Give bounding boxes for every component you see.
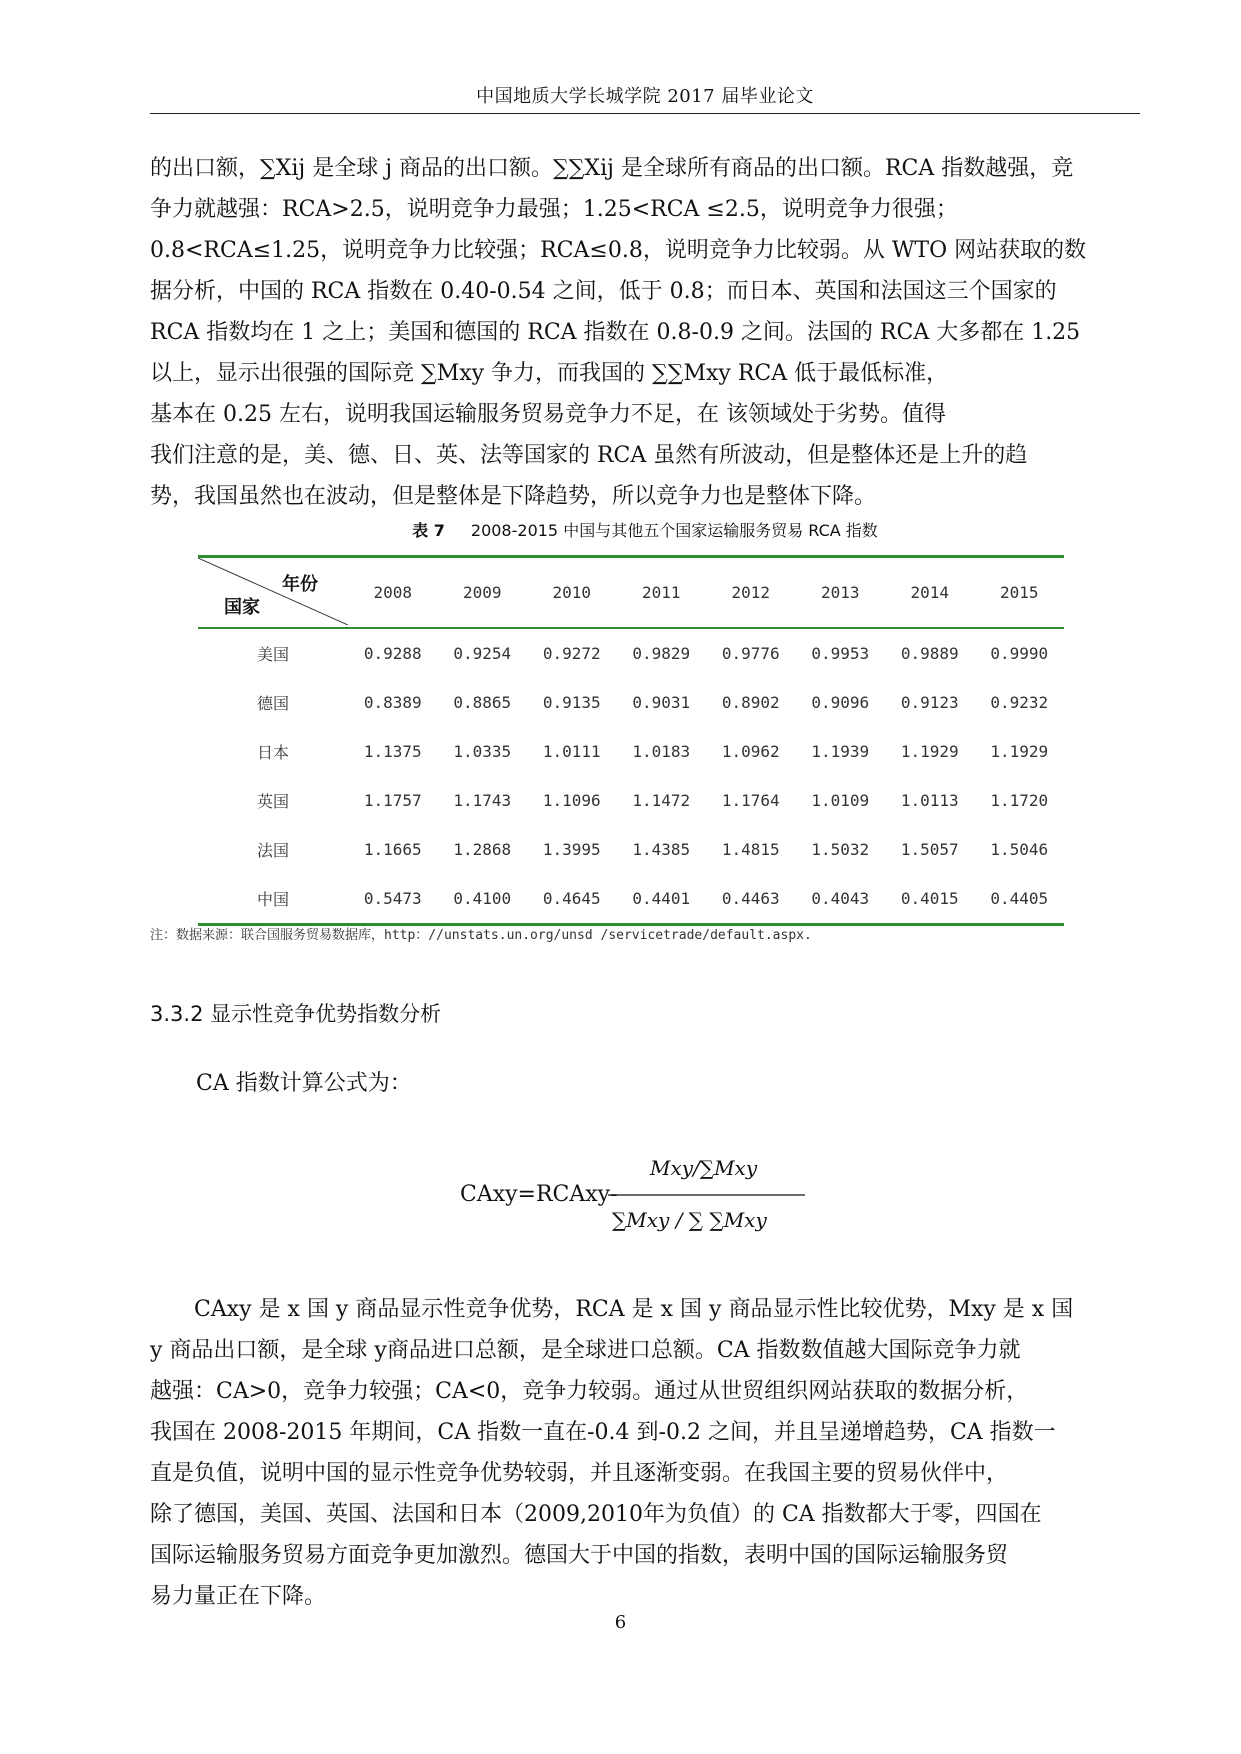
table-header-row <box>198 557 1064 629</box>
header-rule <box>150 113 1140 114</box>
rca-value-cell: 1.5046 <box>990 840 1049 859</box>
rca-value-cell: 1.1720 <box>990 791 1049 810</box>
rca-value-cell: 1.1096 <box>542 791 601 810</box>
year-header: 2015 <box>999 583 1039 602</box>
paragraph-line: 越强：CA>0，竞争力较强；CA<0，竞争力较弱。通过从世贸组织网站获取的数据分析， <box>150 1379 1029 1404</box>
table-row <box>198 874 1064 925</box>
section-heading: 3.3.2 显示性竞争优势指数分析 <box>150 1002 442 1026</box>
rca-value-cell: 1.1764 <box>721 791 780 810</box>
rca-value-cell: 0.9889 <box>900 644 959 663</box>
rca-value-cell: 0.9776 <box>721 644 780 663</box>
table-corner-cell <box>198 557 348 629</box>
rca-value-cell: 1.4385 <box>632 840 691 859</box>
paragraph-line: 据分析，中国的 RCA 指数在 0.40-0.54 之间，低于 0.8；而日本、英国和法国这三个国家的 <box>150 279 1057 304</box>
year-header: 2014 <box>910 583 950 602</box>
rca-value-cell: 0.4100 <box>453 889 512 908</box>
table-row <box>198 825 1064 874</box>
rca-value-cell: 1.0962 <box>721 742 780 761</box>
rca-value-cell: 1.1743 <box>453 791 512 810</box>
paragraph-line: 的出口额，∑Xij 是全球 j 商品的出口额。∑∑Xij 是全球所有商品的出口额。RCA 指数越强，竞 <box>150 156 1074 181</box>
corner-country-label: 国家 <box>224 597 260 618</box>
paragraph-line: 我们注意的是，美、德、日、英、法等国家的 RCA 虽然有所波动，但是整体还是上升的趋 <box>150 443 1028 468</box>
country-cell: 法国 <box>256 841 289 860</box>
year-header: 2011 <box>641 583 681 602</box>
formula-denominator: ∑Mxy / ∑ ∑Mxy <box>612 1208 767 1232</box>
rca-value-cell: 1.2868 <box>453 840 512 859</box>
paragraph-line: 0.8<RCA≤1.25，说明竞争力比较强；RCA≤0.8，说明竞争力比较弱。从 WTO 网站获取的数 <box>150 238 1087 263</box>
table-caption <box>150 518 1140 541</box>
rca-value-cell: 0.8902 <box>721 693 780 712</box>
table-row <box>198 776 1064 825</box>
paragraph-line: 直是负值，说明中国的显示性竞争优势较弱，并且逐渐变弱。在我国主要的贸易伙伴中， <box>150 1461 1009 1486</box>
rca-value-cell: 0.9135 <box>542 693 601 712</box>
rca-value-cell: 1.5057 <box>900 840 959 859</box>
rca-value-cell: 0.5473 <box>363 889 422 908</box>
rca-value-cell: 0.9031 <box>632 693 691 712</box>
table-body <box>198 628 1064 925</box>
rca-value-cell: 1.0183 <box>632 742 691 761</box>
rca-value-cell: 0.9123 <box>900 693 959 712</box>
table-row <box>198 727 1064 776</box>
rca-value-cell: 0.9254 <box>453 644 512 663</box>
paragraph-line: 争力就越强：RCA>2.5，说明竞争力最强；1.25<RCA ≤2.5，说明竞争力很强； <box>150 197 958 222</box>
rca-value-cell: 0.4405 <box>990 889 1049 908</box>
paragraph-line: 易力量正在下降。 <box>150 1584 327 1609</box>
rca-value-cell: 1.1939 <box>811 742 870 761</box>
table-source-note: 注：数据来源：联合国服务贸易数据库，http：//unstats.un.org/unsd /servicetrade/default.aspx. <box>150 928 812 943</box>
rca-value-cell: 1.3995 <box>542 840 601 859</box>
rca-value-cell: 0.9990 <box>990 644 1049 663</box>
table-caption-label: 表 7 <box>412 521 445 540</box>
rca-value-cell: 0.9272 <box>542 644 601 663</box>
paragraph-line: RCA 指数均在 1 之上；美国和德国的 RCA 指数在 0.8-0.9 之间。法国的 RCA 大多都在 1.25 <box>150 320 1081 345</box>
paragraph-line: 以上，显示出很强的国际竞 ∑Mxy 争力，而我国的 ∑∑Mxy RCA 低于最低标准， <box>150 361 949 386</box>
year-header: 2009 <box>462 583 502 602</box>
paragraph-rca <box>150 148 1126 517</box>
rca-table <box>198 555 1064 926</box>
rca-value-cell: 0.4043 <box>811 889 870 908</box>
paragraph-line: 我国在 2008-2015 年期间，CA 指数一直在-0.4 到-0.2 之间，并且呈递增趋势，CA 指数一 <box>150 1420 1056 1445</box>
rca-value-cell: 1.5032 <box>811 840 870 859</box>
formula-numerator: Mxy/∑Mxy <box>650 1156 758 1180</box>
formula-lhs: CAxy=RCAxy- <box>460 1182 618 1207</box>
page-header <box>150 82 1140 108</box>
rca-value-cell: 0.8389 <box>363 693 422 712</box>
year-header: 2010 <box>552 583 592 602</box>
rca-value-cell: 0.9953 <box>811 644 870 663</box>
corner-year-label: 年份 <box>282 574 318 595</box>
rca-value-cell: 0.4401 <box>632 889 691 908</box>
rca-value-cell: 0.9096 <box>811 693 870 712</box>
country-cell: 美国 <box>256 645 289 664</box>
country-cell: 中国 <box>256 890 289 909</box>
rca-value-cell: 1.1929 <box>900 742 959 761</box>
paragraph-line: 国际运输服务贸易方面竞争更加激烈。德国大于中国的指数，表明中国的国际运输服务贸 <box>150 1543 1009 1568</box>
ca-formula <box>420 1135 840 1250</box>
rca-value-cell: 0.4015 <box>900 889 959 908</box>
country-cell: 日本 <box>256 743 289 762</box>
table-row <box>198 628 1064 678</box>
paragraph-ca <box>150 1289 1126 1617</box>
rca-value-cell: 0.4463 <box>721 889 780 908</box>
page-number: 6 <box>614 1612 627 1633</box>
year-header: 2008 <box>373 583 413 602</box>
country-cell: 英国 <box>256 792 289 811</box>
corner-diagonal-line <box>198 558 348 625</box>
rca-value-cell: 1.0111 <box>542 742 601 761</box>
year-header: 2012 <box>731 583 771 602</box>
paragraph-line: CAxy 是 x 国 y 商品显示性竞争优势，RCA 是 x 国 y 商品显示性比较优势，Mxy 是 x 国 <box>194 1297 1074 1322</box>
rca-value-cell: 0.9829 <box>632 644 691 663</box>
rca-value-cell: 1.1472 <box>632 791 691 810</box>
header-title: 中国地质大学长城学院 2017 届毕业论文 <box>476 86 814 107</box>
formula-intro: CA 指数计算公式为： <box>196 1071 412 1096</box>
paragraph-line: 势，我国虽然也在波动，但是整体是下降趋势，所以竞争力也是整体下降。 <box>150 484 877 509</box>
rca-value-cell: 1.0335 <box>453 742 512 761</box>
rca-value-cell: 1.1375 <box>363 742 422 761</box>
rca-value-cell: 0.4645 <box>542 889 601 908</box>
rca-value-cell: 0.9232 <box>990 693 1049 712</box>
year-header: 2013 <box>820 583 860 602</box>
rca-value-cell: 1.1757 <box>363 791 422 810</box>
rca-value-cell: 1.0109 <box>811 791 870 810</box>
paragraph-line: y 商品出口额，是全球 y商品进口总额，是全球进口总额。CA 指数数值越大国际竞争力就 <box>150 1338 1021 1363</box>
table-row <box>198 678 1064 727</box>
rca-value-cell: 1.1929 <box>990 742 1049 761</box>
country-cell: 德国 <box>256 694 289 713</box>
table-caption-text: 2008-2015 中国与其他五个国家运输服务贸易 RCA 指数 <box>470 521 878 540</box>
paragraph-line: 基本在 0.25 左右，说明我国运输服务贸易竞争力不足，在 该领域处于劣势。值得 <box>150 402 946 427</box>
rca-value-cell: 1.4815 <box>721 840 780 859</box>
rca-value-cell: 1.0113 <box>900 791 959 810</box>
rca-value-cell: 0.9288 <box>363 644 422 663</box>
rca-value-cell: 1.1665 <box>363 840 422 859</box>
rca-value-cell: 0.8865 <box>453 693 512 712</box>
paragraph-line: 除了德国，美国、英国、法国和日本（2009,2010年为负值）的 CA 指数都大于零，四国在 <box>150 1502 1042 1527</box>
